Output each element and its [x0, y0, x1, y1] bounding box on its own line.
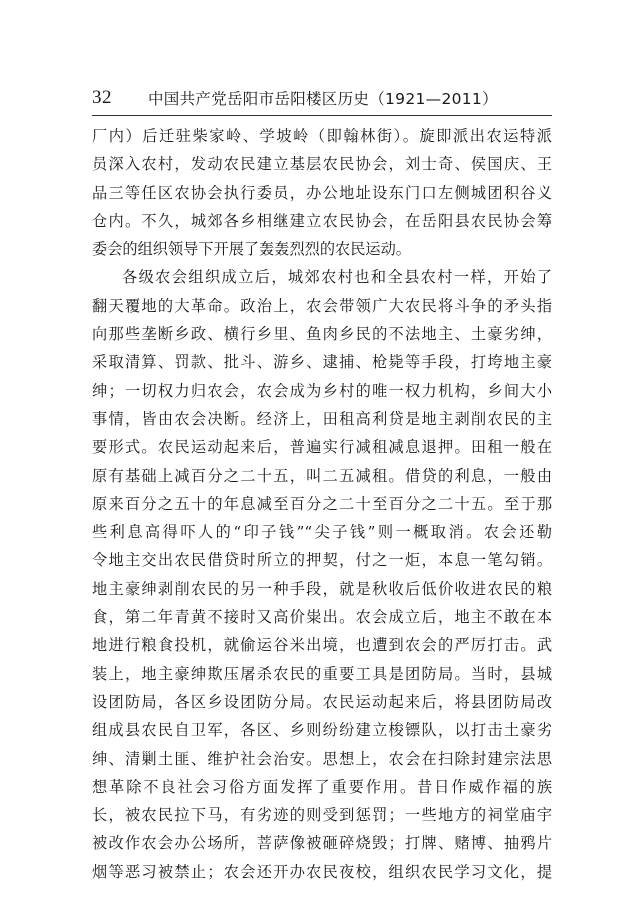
body-text: [92, 122, 552, 886]
text-line: 被改作农会办公场所，菩萨像被砸碎烧毁；打牌、赌博、抽鸦片: [92, 834, 552, 853]
text-line: 食，第二年青黄不接时又高价粜出。农会成立后，地主不敢在本: [92, 608, 552, 627]
header-rule: [92, 115, 552, 116]
text-line: 事情，皆由农会决断。经济上，田租高利贷是地主剥削农民的主: [92, 409, 552, 428]
text-line: 绅；一切权力归农会，农会成为乡村的唯一权力机构，乡间大小: [92, 381, 552, 400]
text-line: 装上，地主豪绅欺压屠杀农民的重要工具是团防局。当时，县城: [92, 664, 552, 683]
running-title: 中国共产党岳阳市岳阳楼区历史（1921—2011）: [148, 90, 498, 108]
text-line: 仓内。不久，城郊各乡相继建立农民协会，在岳阳县农民协会筹: [92, 211, 552, 230]
text-line: 地主豪绅剥削农民的另一种手段，就是秋收后低价收进农民的粮: [92, 579, 552, 598]
page-number: 32: [92, 87, 112, 108]
text-line: 采取清算、罚款、批斗、游乡、逮捕、枪毙等手段，打垮地主豪: [92, 353, 552, 372]
text-line: 向那些垄断乡政、横行乡里、鱼肉乡民的不法地主、土豪劣绅，: [92, 325, 552, 344]
paragraph: [92, 122, 552, 263]
text-line: 委会的组织领导下开展了轰轰烈烈的农民运动。: [92, 240, 411, 259]
text-line: 设团防局，各区乡设团防分局。农民运动起来后，将县团防局改: [92, 692, 552, 711]
text-line: 原来百分之五十的年息减至百分之二十至百分之二十五。至于那: [92, 494, 552, 513]
text-line: 翻天覆地的大革命。政治上，农会带领广大农民将斗争的矛头指: [92, 296, 552, 315]
page-header: [92, 84, 552, 112]
text-line: 长，被农民拉下马，有劣迹的则受到惩罚；一些地方的祠堂庙宇: [92, 806, 552, 825]
text-line: 绅、清剿土匪、维护社会治安。思想上，农会在扫除封建宗法思: [92, 749, 552, 768]
text-line: 令地主交出农民借贷时所立的押契，付之一炬，本息一笔勾销。: [92, 551, 552, 570]
text-line: 各级农会组织成立后，城郊农村也和全县农村一样，开始了: [122, 268, 552, 287]
paragraph: [92, 263, 552, 886]
text-line: 原有基础上减百分之二十五，叫二五减租。借贷的利息，一般由: [92, 466, 552, 485]
text-line: 品三等任区农协会执行委员，办公地址设东门口左侧城团积谷义: [92, 183, 552, 202]
text-line: 厂内）后迁驻柴家岭、学坡岭（即翰林街）。旋即派出农运特派: [92, 127, 552, 145]
text-line: 烟等恶习被禁止；农会还开办农民夜校，组织农民学习文化，提: [92, 862, 552, 881]
text-line: 要形式。农民运动起来后，普遍实行减租减息退押。田租一般在: [92, 438, 552, 457]
text-line: 组成县农民自卫军，各区、乡则纷纷建立梭镖队，以打击土豪劣: [92, 721, 552, 740]
text-line: 地进行粮食投机，就偷运谷米出境，也遭到农会的严厉打击。武: [92, 636, 552, 655]
text-line: 些利息高得吓人的“印子钱”“尖子钱”则一概取消。农会还勒: [92, 523, 552, 542]
text-line: 想革除不良社会习俗方面发挥了重要作用。昔日作威作福的族: [92, 777, 552, 796]
text-line: 员深入农村，发动农民建立基层农民协会，刘士奇、侯国庆、王: [92, 155, 552, 174]
